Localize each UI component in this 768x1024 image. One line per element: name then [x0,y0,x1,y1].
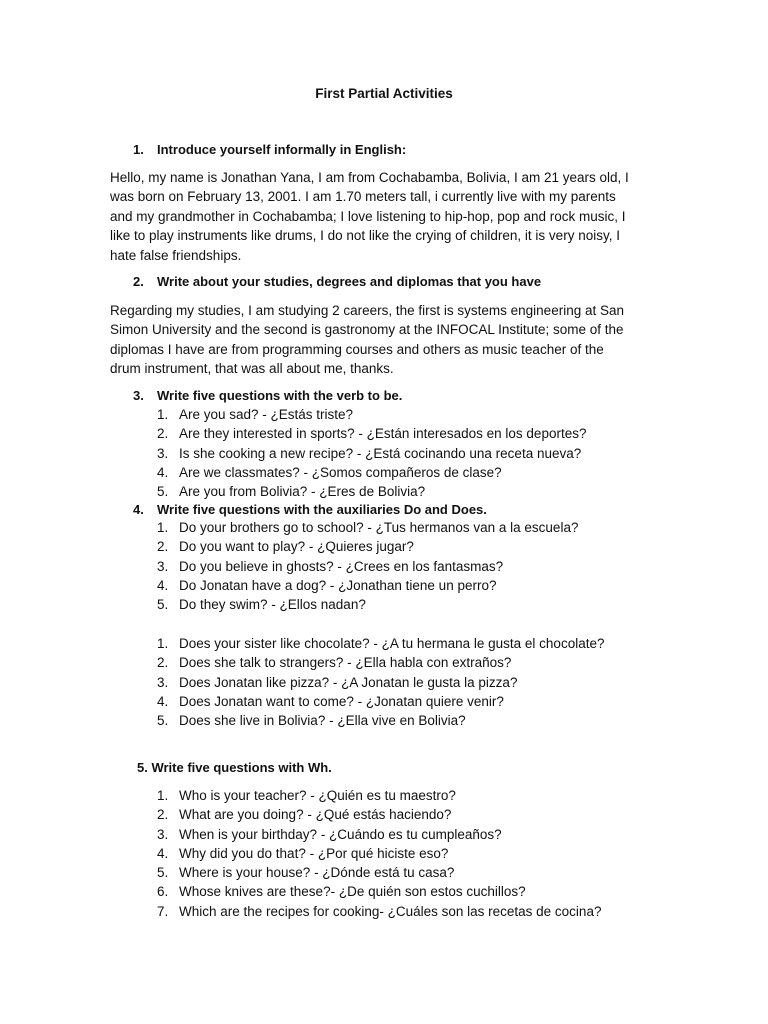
list-item: 2. Are they interested in sports? - ¿Están interesados en los deportes? [157,426,587,442]
section-2-paragraph [110,301,658,379]
list-item: 3. Is she cooking a new recipe? - ¿Está cocinando una receta nueva? [157,445,582,461]
section-5-list [157,786,705,921]
list-item: 2. Do you want to play? - ¿Quieres jugar? [157,539,414,555]
paragraph-line: hate false friendships. [110,247,242,263]
list-item: 7. Which are the recipes for cooking- ¿Cuáles son las recetas de cocina? [157,903,602,919]
section-3-list [157,405,705,501]
paragraph-line: diplomas I have are from programming courses and others as music teacher of the [110,341,604,357]
section-4-do-list [157,518,705,614]
list-item: 1. Who is your teacher? - ¿Quién es tu maestro? [157,788,456,803]
list-item: 4. Why did you do that? - ¿Por qué hiciste eso? [157,845,449,861]
list-item: 2. What are you doing? - ¿Qué estás haciendo? [157,807,452,823]
section-4-heading-text: Write five questions with the auxiliaries Do and Does. [157,502,487,517]
section-3-heading [133,388,681,403]
page-title: First Partial Activities [315,86,453,101]
section-2-number: 2. [133,274,144,289]
paragraph-line: and my grandmother in Cochabamba; I love listening to hip-hop, pop and rock music, I [110,208,626,224]
list-item: 5. Do they swim? - ¿Ellos nadan? [157,597,366,613]
section-1-number: 1. [133,142,144,157]
paragraph-line: Regarding my studies, I am studying 2 careers, the first is systems engineering at San [110,303,624,318]
section-4-number: 4. [133,502,144,517]
paragraph-line: like to play instruments like drums, I do not like the crying of children, it is very noisy, I [110,228,620,244]
list-item: 4. Are we classmates? - ¿Somos compañeros de clase? [157,464,502,480]
section-3-heading-text: Write five questions with the verb to be. [157,388,403,403]
list-item: 2. Does she talk to strangers? - ¿Ella habla con extraños? [157,655,512,671]
section-2-heading [133,274,681,289]
list-item: 5. Does she live in Bolivia? - ¿Ella vive en Bolivia? [157,713,466,729]
section-1-heading-text: Introduce yourself informally in English: [157,142,407,157]
list-item: 1. Do your brothers go to school? - ¿Tus hermanos van a la escuela? [157,520,579,535]
paragraph-line: drum instrument, that was all about me, thanks. [110,361,394,377]
section-4-does-list [157,634,705,730]
section-5-heading: 5. Write five questions with Wh. [137,760,332,775]
section-3-number: 3. [133,388,144,403]
list-item: 3. Do you believe in ghosts? - ¿Crees en los fantasmas? [157,558,504,574]
paragraph-line: was born on February 13, 2001. I am 1.70 meters tall, i currently live with my parents [110,189,616,205]
list-item: 5. Where is your house? - ¿Dónde está tu casa? [157,865,455,881]
list-item: 6. Whose knives are these?- ¿De quién son estos cuchillos? [157,884,526,900]
list-item: 1. Are you sad? - ¿Estás triste? [157,407,354,422]
paragraph-line: Simon University and the second is gastronomy at the INFOCAL Institute; some of the [110,322,624,338]
list-item: 3. When is your birthday? - ¿Cuándo es tu cumpleaños? [157,826,502,842]
section-4-heading [133,502,681,517]
list-item: 4. Do Jonatan have a dog? - ¿Jonathan tiene un perro? [157,577,497,593]
list-item: 3. Does Jonatan like pizza? - ¿A Jonatan le gusta la pizza? [157,674,518,690]
section-1-heading [133,142,681,157]
paragraph-line: Hello, my name is Jonathan Yana, I am from Cochabamba, Bolivia, I am 21 years old, I [110,170,629,185]
list-item: 4. Does Jonatan want to come? - ¿Jonatan quiere venir? [157,693,504,709]
section-2-heading-text: Write about your studies, degrees and diplomas that you have [157,274,542,289]
list-item: 5. Are you from Bolivia? - ¿Eres de Bolivia? [157,484,426,500]
section-1-paragraph [110,168,658,265]
list-item: 1. Does your sister like chocolate? - ¿A tu hermana le gusta el chocolate? [157,636,605,651]
